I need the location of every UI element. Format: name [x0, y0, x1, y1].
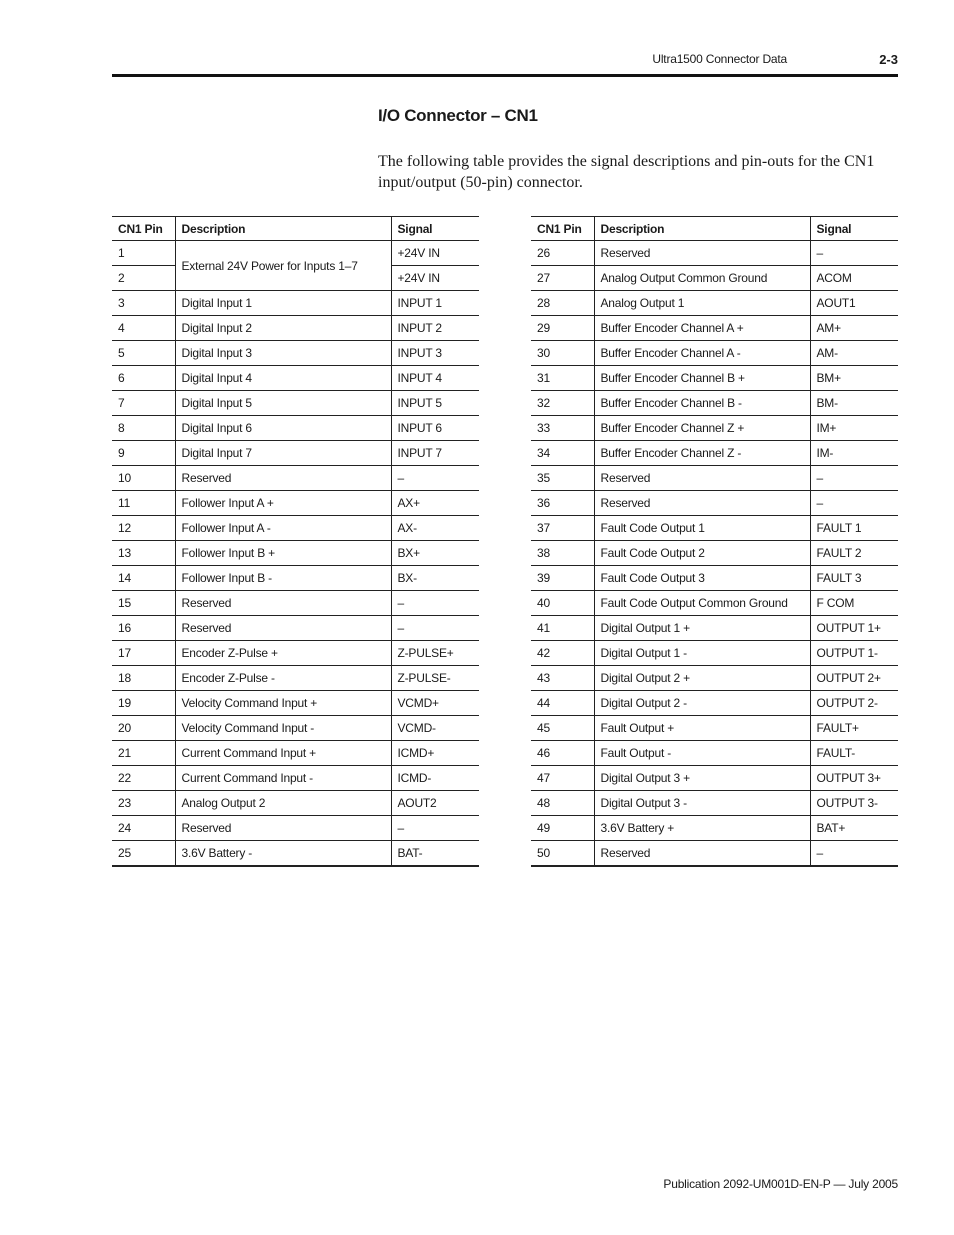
cell-signal: INPUT 2	[391, 316, 479, 341]
cell-signal: ICMD-	[391, 766, 479, 791]
table-row	[112, 591, 479, 616]
table-row	[112, 466, 479, 491]
cell-description: Follower Input A +	[175, 491, 391, 516]
cell-signal: VCMD-	[391, 716, 479, 741]
table-row	[531, 566, 898, 591]
cell-pin: 23	[112, 791, 175, 816]
cell-pin: 49	[531, 816, 594, 841]
table-row	[112, 341, 479, 366]
cell-signal: OUTPUT 3+	[810, 766, 898, 791]
cell-signal: OUTPUT 2+	[810, 666, 898, 691]
cell-description: Current Command Input -	[175, 766, 391, 791]
cell-pin: 36	[531, 491, 594, 516]
cell-description: Follower Input B +	[175, 541, 391, 566]
table-row	[531, 491, 898, 516]
cell-pin: 30	[531, 341, 594, 366]
cell-pin: 16	[112, 616, 175, 641]
table-row	[531, 441, 898, 466]
table-row	[112, 366, 479, 391]
header-signal: Signal	[810, 217, 898, 241]
cell-signal: ICMD+	[391, 741, 479, 766]
cell-description: External 24V Power for Inputs 1–7	[175, 241, 391, 291]
cell-description: Velocity Command Input -	[175, 716, 391, 741]
cell-pin: 39	[531, 566, 594, 591]
table-row	[531, 341, 898, 366]
cell-description: Fault Output +	[594, 716, 810, 741]
table-row	[112, 741, 479, 766]
table-header-row	[112, 217, 479, 241]
table-row	[531, 366, 898, 391]
cell-description: Digital Output 3 +	[594, 766, 810, 791]
pin-table-right	[531, 216, 898, 867]
cell-signal: OUTPUT 3-	[810, 791, 898, 816]
footer-publication: Publication 2092-UM001D-EN-P — July 2005	[663, 1177, 898, 1191]
table-row	[112, 241, 479, 266]
cell-pin: 5	[112, 341, 175, 366]
cell-signal: VCMD+	[391, 691, 479, 716]
table-row	[112, 316, 479, 341]
cell-description: Buffer Encoder Channel Z +	[594, 416, 810, 441]
cell-signal: –	[810, 841, 898, 867]
cell-pin: 13	[112, 541, 175, 566]
table-row	[531, 791, 898, 816]
cell-pin: 10	[112, 466, 175, 491]
intro-paragraph: The following table provides the signal descriptions and pin-outs for the CN1 input/output (50-pin) connector.	[378, 153, 875, 191]
cell-description: Digital Input 2	[175, 316, 391, 341]
cell-signal: AOUT2	[391, 791, 479, 816]
table-row	[112, 691, 479, 716]
cell-description: Follower Input A -	[175, 516, 391, 541]
cell-pin: 19	[112, 691, 175, 716]
cell-pin: 21	[112, 741, 175, 766]
cell-signal: OUTPUT 1-	[810, 641, 898, 666]
table-row	[112, 641, 479, 666]
cell-pin: 40	[531, 591, 594, 616]
table-row	[112, 791, 479, 816]
table-header-row	[531, 217, 898, 241]
table-row	[531, 691, 898, 716]
table-row	[112, 816, 479, 841]
cell-pin: 45	[531, 716, 594, 741]
cell-description: Current Command Input +	[175, 741, 391, 766]
table-row	[112, 716, 479, 741]
cell-description: Velocity Command Input +	[175, 691, 391, 716]
header-description: Description	[175, 217, 391, 241]
cell-signal: BX+	[391, 541, 479, 566]
cell-signal: FAULT-	[810, 741, 898, 766]
cell-signal: Z-PULSE+	[391, 641, 479, 666]
table-row	[112, 416, 479, 441]
table-row	[531, 591, 898, 616]
table-row	[531, 716, 898, 741]
cell-signal: FAULT 2	[810, 541, 898, 566]
cell-description: Fault Code Output Common Ground	[594, 591, 810, 616]
cell-signal: INPUT 5	[391, 391, 479, 416]
cell-signal: AX+	[391, 491, 479, 516]
cell-pin: 15	[112, 591, 175, 616]
cell-description: Digital Input 5	[175, 391, 391, 416]
cell-signal: FAULT 1	[810, 516, 898, 541]
cell-pin: 4	[112, 316, 175, 341]
table-row	[112, 766, 479, 791]
cell-description: Fault Code Output 3	[594, 566, 810, 591]
table-row	[531, 291, 898, 316]
table-row	[112, 391, 479, 416]
cell-signal: –	[391, 591, 479, 616]
cell-pin: 2	[112, 266, 175, 291]
cell-pin: 6	[112, 366, 175, 391]
cell-pin: 50	[531, 841, 594, 867]
cell-description: Reserved	[175, 616, 391, 641]
cell-pin: 38	[531, 541, 594, 566]
cell-pin: 43	[531, 666, 594, 691]
cell-pin: 46	[531, 741, 594, 766]
cell-signal: –	[391, 816, 479, 841]
cell-pin: 1	[112, 241, 175, 266]
cell-pin: 9	[112, 441, 175, 466]
cell-pin: 47	[531, 766, 594, 791]
cell-description: Reserved	[594, 841, 810, 867]
pin-table-right-body	[531, 241, 898, 867]
table-row	[531, 391, 898, 416]
cell-description: Digital Input 4	[175, 366, 391, 391]
cell-pin: 29	[531, 316, 594, 341]
cell-pin: 28	[531, 291, 594, 316]
cell-pin: 25	[112, 841, 175, 867]
cell-signal: –	[810, 241, 898, 266]
cell-pin: 22	[112, 766, 175, 791]
cell-pin: 3	[112, 291, 175, 316]
table-row	[531, 466, 898, 491]
table-row	[112, 291, 479, 316]
table-row	[531, 266, 898, 291]
cell-description: Analog Output 2	[175, 791, 391, 816]
cell-description: Buffer Encoder Channel B -	[594, 391, 810, 416]
table-row	[531, 541, 898, 566]
cell-pin: 12	[112, 516, 175, 541]
running-header-title: Ultra1500 Connector Data	[652, 52, 787, 66]
cell-signal: +24V IN	[391, 266, 479, 291]
table-row	[531, 516, 898, 541]
cell-description: 3.6V Battery +	[594, 816, 810, 841]
table-row	[112, 666, 479, 691]
cell-signal: AOUT1	[810, 291, 898, 316]
cell-description: Encoder Z-Pulse -	[175, 666, 391, 691]
cell-pin: 32	[531, 391, 594, 416]
cell-description: Digital Input 7	[175, 441, 391, 466]
table-row	[112, 491, 479, 516]
cell-signal: +24V IN	[391, 241, 479, 266]
table-row	[531, 766, 898, 791]
cell-description: Digital Input 1	[175, 291, 391, 316]
cell-pin: 44	[531, 691, 594, 716]
cell-signal: BAT+	[810, 816, 898, 841]
cell-description: Analog Output Common Ground	[594, 266, 810, 291]
cell-description: Buffer Encoder Channel A +	[594, 316, 810, 341]
cell-pin: 14	[112, 566, 175, 591]
cell-signal: F COM	[810, 591, 898, 616]
cell-signal: –	[391, 616, 479, 641]
cell-signal: OUTPUT 2-	[810, 691, 898, 716]
cell-description: Reserved	[175, 466, 391, 491]
cell-pin: 17	[112, 641, 175, 666]
table-row	[531, 666, 898, 691]
cell-pin: 48	[531, 791, 594, 816]
section-title: I/O Connector – CN1	[378, 106, 538, 125]
cell-signal: –	[810, 466, 898, 491]
header-description: Description	[594, 217, 810, 241]
cell-description: Analog Output 1	[594, 291, 810, 316]
pin-table-left-body	[112, 241, 479, 867]
cell-description: Reserved	[594, 491, 810, 516]
cell-description: Reserved	[175, 591, 391, 616]
cell-signal: INPUT 4	[391, 366, 479, 391]
cell-signal: AM-	[810, 341, 898, 366]
table-row	[112, 841, 479, 867]
cell-description: Digital Output 3 -	[594, 791, 810, 816]
table-row	[531, 416, 898, 441]
cell-signal: AX-	[391, 516, 479, 541]
cell-pin: 37	[531, 516, 594, 541]
cell-pin: 34	[531, 441, 594, 466]
cell-description: Buffer Encoder Channel Z -	[594, 441, 810, 466]
cell-description: Buffer Encoder Channel B +	[594, 366, 810, 391]
cell-signal: AM+	[810, 316, 898, 341]
table-row	[531, 816, 898, 841]
cell-signal: OUTPUT 1+	[810, 616, 898, 641]
cell-pin: 18	[112, 666, 175, 691]
cell-description: Reserved	[594, 466, 810, 491]
cell-signal: INPUT 3	[391, 341, 479, 366]
cell-signal: ACOM	[810, 266, 898, 291]
cell-description: Reserved	[175, 816, 391, 841]
pin-table-left	[112, 216, 479, 867]
cell-pin: 33	[531, 416, 594, 441]
cell-pin: 35	[531, 466, 594, 491]
cell-signal: INPUT 6	[391, 416, 479, 441]
cell-description: Fault Code Output 2	[594, 541, 810, 566]
cell-pin: 11	[112, 491, 175, 516]
cell-signal: IM+	[810, 416, 898, 441]
cell-pin: 8	[112, 416, 175, 441]
table-row	[531, 841, 898, 867]
cell-pin: 24	[112, 816, 175, 841]
cell-pin: 31	[531, 366, 594, 391]
table-row	[531, 316, 898, 341]
cell-description: Follower Input B -	[175, 566, 391, 591]
cell-description: Digital Output 2 -	[594, 691, 810, 716]
cell-pin: 26	[531, 241, 594, 266]
table-row	[531, 241, 898, 266]
table-row	[112, 441, 479, 466]
cell-description: Fault Output -	[594, 741, 810, 766]
cell-description: Digital Input 6	[175, 416, 391, 441]
cell-description: Fault Code Output 1	[594, 516, 810, 541]
cell-description: Buffer Encoder Channel A -	[594, 341, 810, 366]
cell-description: Digital Output 2 +	[594, 666, 810, 691]
header-pin: CN1 Pin	[112, 217, 175, 241]
cell-pin: 41	[531, 616, 594, 641]
cell-signal: BM-	[810, 391, 898, 416]
header-pin: CN1 Pin	[531, 217, 594, 241]
cell-signal: Z-PULSE-	[391, 666, 479, 691]
cell-description: Digital Output 1 +	[594, 616, 810, 641]
cell-signal: –	[810, 491, 898, 516]
table-row	[112, 516, 479, 541]
cell-signal: –	[391, 466, 479, 491]
cell-description: Encoder Z-Pulse +	[175, 641, 391, 666]
table-row	[112, 566, 479, 591]
table-row	[112, 616, 479, 641]
cell-signal: BAT-	[391, 841, 479, 867]
cell-signal: INPUT 7	[391, 441, 479, 466]
cell-signal: FAULT+	[810, 716, 898, 741]
table-row	[531, 641, 898, 666]
cell-pin: 42	[531, 641, 594, 666]
table-row	[531, 741, 898, 766]
cell-signal: BX-	[391, 566, 479, 591]
cell-description: Digital Input 3	[175, 341, 391, 366]
cell-signal: FAULT 3	[810, 566, 898, 591]
table-row	[112, 541, 479, 566]
cell-description: Digital Output 1 -	[594, 641, 810, 666]
cell-signal: BM+	[810, 366, 898, 391]
header-rule	[112, 74, 898, 77]
cell-pin: 27	[531, 266, 594, 291]
cell-description: 3.6V Battery -	[175, 841, 391, 867]
cell-description: Reserved	[594, 241, 810, 266]
cell-pin: 20	[112, 716, 175, 741]
table-row	[531, 616, 898, 641]
cell-pin: 7	[112, 391, 175, 416]
cell-signal: IM-	[810, 441, 898, 466]
cell-signal: INPUT 1	[391, 291, 479, 316]
page-number: 2-3	[879, 52, 898, 67]
header-signal: Signal	[391, 217, 479, 241]
